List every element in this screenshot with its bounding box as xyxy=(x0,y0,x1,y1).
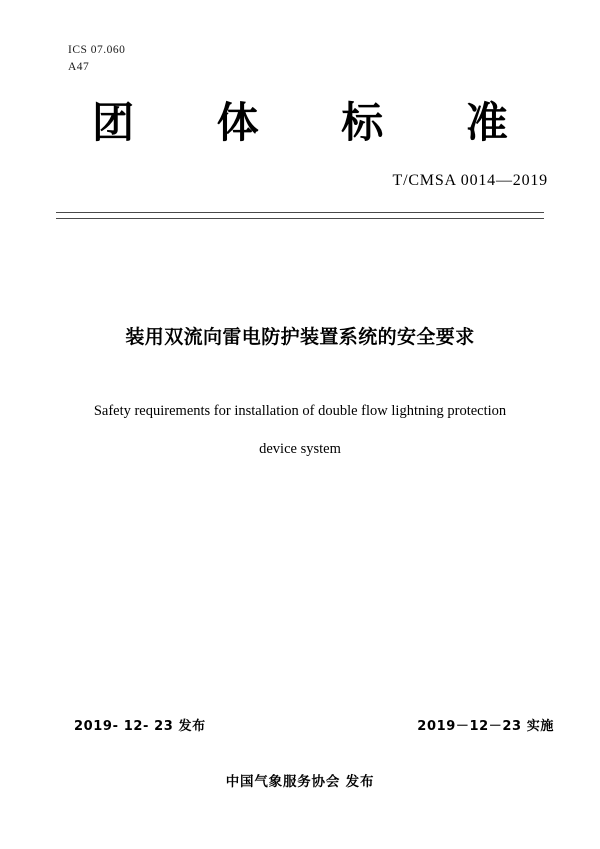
standard-number: T/CMSA 0014—2019 xyxy=(392,172,548,189)
ics-classification-block xyxy=(68,42,125,76)
divider-bottom xyxy=(56,218,544,219)
page-title-english-line2: device system xyxy=(259,441,341,457)
classification-code: A47 xyxy=(68,61,90,73)
page-title-english-line1: Safety requirements for installation of double flow lightning protection xyxy=(93,403,507,419)
publisher-name: 中国气象服务协会 发布 xyxy=(225,774,375,790)
issue-date: 2019- 12- 23 发布 xyxy=(74,719,206,734)
page-title: 装用双流向雷电防护装置系统的安全要求 xyxy=(125,326,475,348)
page-title-english xyxy=(80,392,520,468)
standard-type-heading: 团 体 标 准 xyxy=(92,98,542,147)
ics-code: ICS 07.060 xyxy=(68,44,126,56)
divider-top xyxy=(56,212,544,213)
effective-date: 2019－12－23 实施 xyxy=(417,719,554,734)
